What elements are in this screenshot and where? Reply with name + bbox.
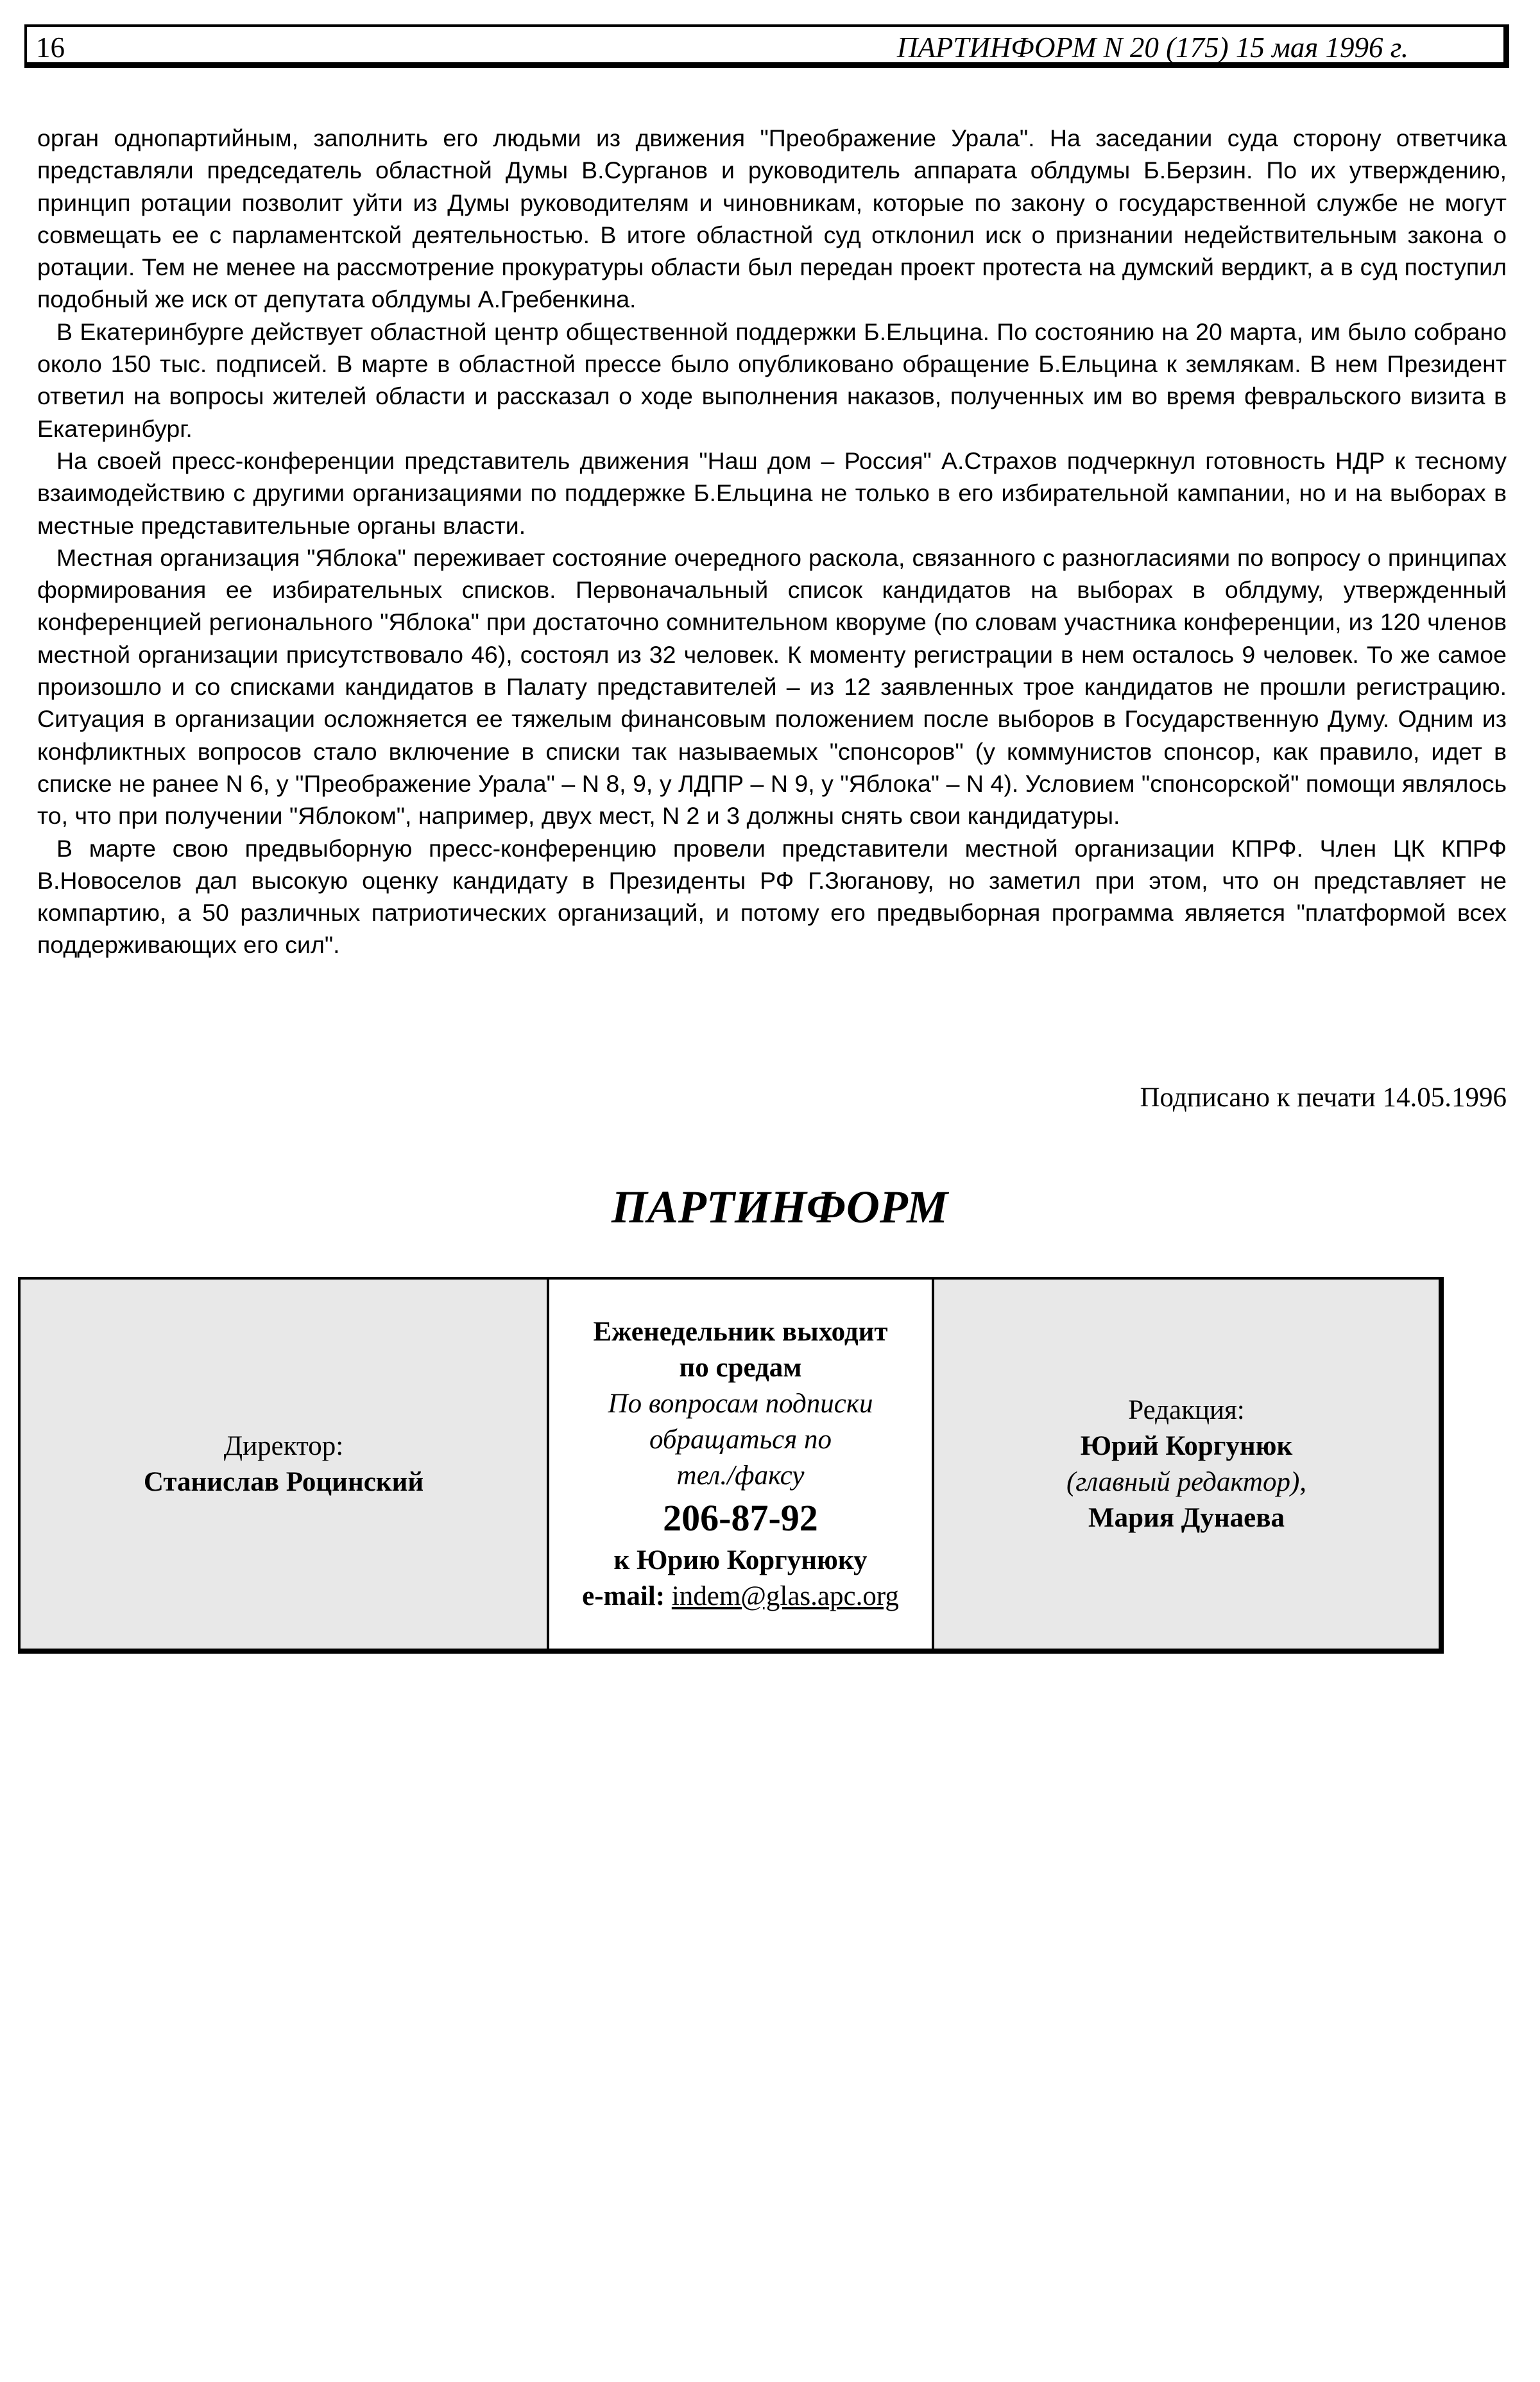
weekly-line-2: по средам (679, 1352, 802, 1383)
page-number: 16 (36, 31, 65, 64)
subscribe-line-3: тел./факсу (676, 1460, 805, 1491)
article-paragraph: На своей пресс-конференции представитель движения "Наш дом – Россия" А.Страхов подчеркнул готовность НДР к тесному взаимодействию с другими организациями по поддержке Б.Ельцина не только в его избирательной кампании, но и на выборах в местные представительные органы власти. (37, 447, 1507, 539)
subscribe-line-2: обращаться по (649, 1424, 832, 1455)
editorial-column (934, 1280, 1439, 1649)
email-label: e-mail: (582, 1581, 665, 1611)
issue-info: ПАРТИНФОРМ N 20 (175) 15 мая 1996 г. (896, 31, 1408, 64)
subscribe-line-1: По вопросам подписки (608, 1388, 873, 1419)
editorial-label: Редакция: (1128, 1394, 1245, 1425)
signed-for-print: Подписано к печати 14.05.1996 (1140, 1083, 1507, 1113)
director-column (21, 1280, 547, 1649)
second-editor-name: Мария Дунаева (1088, 1502, 1285, 1533)
phone-number: 206-87-92 (663, 1496, 818, 1539)
email-link[interactable]: indem@glas.apc.org (671, 1581, 899, 1611)
masthead-info-box (18, 1277, 1444, 1654)
director-label: Директор: (223, 1430, 344, 1461)
article-paragraph: В марте свою предвыборную пресс-конференцию провели представители местной организации КПРФ. Член ЦК КПРФ В.Новоселов дал высокую оценку кандидату в Президенты РФ Г.Зюганову, но заметил при этом, что он представляет не компартию, а 50 различных патриотических организаций, и потому его предвыборная программа является "платформой всех поддерживающих его сил". (37, 834, 1507, 959)
subscription-column (547, 1280, 934, 1649)
weekly-line-1: Еженедельник выходит (593, 1316, 888, 1347)
chief-editor-name: Юрий Коргунюк (1080, 1430, 1293, 1461)
director-name: Станислав Роцинский (143, 1466, 424, 1497)
article-paragraph: Местная организация "Яблока" переживает состояние очередного раскола, связанного с разногласиями по вопросу о принципах формирования ее избирательных списков. Первоначальный список кандидатов на выборах в облдуму, утвержденный конференцией регионального "Яблока" при достаточно сомнительном кворуме (по словам участника конференции, из 120 членов местной организации присутствовало 46), состоял из 32 человек. К моменту регистрации в нем осталось 9 человек. То же самое произошло и со списками кандидатов в Палату представителей – из 12 заявленных трое кандидатов не прошли регистрацию. Ситуация в организации осложняется ее тяжелым финансовым положением после выборов в Государственную Думу. Одним из конфликтных вопросов стало включение в списки так называемых "спонсоров" (у коммунистов спонсор, как правило, идет в списке не ранее N 6, у "Преображение Урала" – N 8, 9, у ЛДПР – N 9, у "Яблока" – N 4). Условием "спонсорской" помощи являлось то, что при получении "Яблоком", например, двух мест, N 2 и 3 должны снять свои кандидатуры. (37, 544, 1507, 830)
article-paragraph: орган однопартийным, заполнить его людьми из движения "Преображение Урала". На заседании суда сторону ответчика представляли председатель областной Думы В.Сурганов и руководитель аппарата облдумы Б.Берзин. По их утверждению, принцип ротации позволит уйти из Думы руководителям и чиновникам, которые по закону о государственной службе не могут совмещать ее с парламентской деятельностью. В итоге областной суд отклонил иск о признании недействительным закона о ротации. Тем не менее на рассмотрение прокуратуры области был передан проект протеста на думский вердикт, а в суд поступил подобный же иск от депутата облдумы А.Гребенкина. (37, 124, 1507, 313)
email-row (582, 1579, 899, 1615)
page-header (24, 24, 1509, 68)
chief-editor-role: (главный редактор), (1066, 1466, 1307, 1497)
article-body (37, 122, 1507, 961)
masthead-title: ПАРТИНФОРМ (611, 1181, 948, 1233)
article-paragraph: В Екатеринбурге действует областной центр общественной поддержки Б.Ельцина. По состоянию на 20 марта, им было собрано около 150 тыс. подписей. В марте в областной прессе было опубликовано обращение Б.Ельцина к землякам. В нем Президент ответил на вопросы жителей области и рассказал о ходе выполнения наказов, полученных им во время февральского визита в Екатеринбург. (37, 318, 1507, 442)
contact-person: к Юрию Коргунюку (613, 1545, 868, 1575)
